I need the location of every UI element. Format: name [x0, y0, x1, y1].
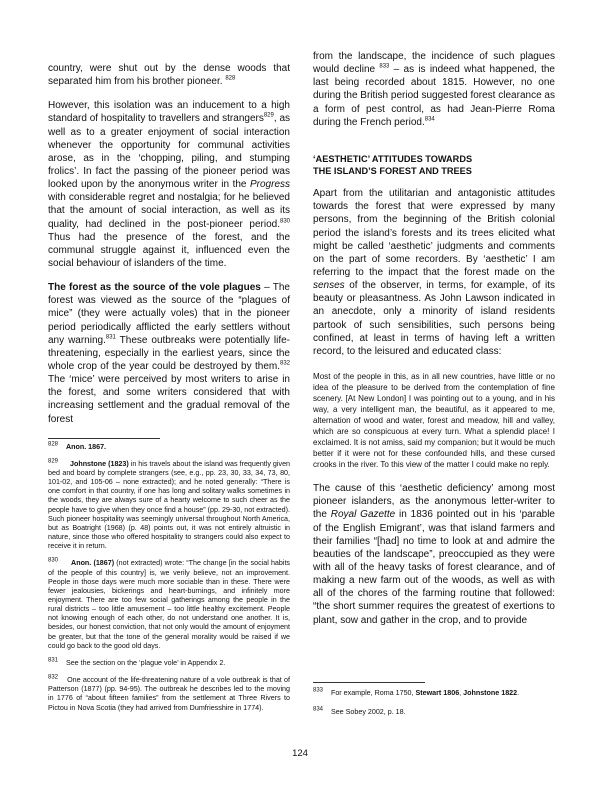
footnote-ref[interactable]: 829 — [263, 113, 274, 120]
footnote-833 — [313, 689, 555, 698]
footnote-ref[interactable]: 831 — [105, 334, 116, 341]
footnote-830 — [48, 559, 290, 651]
citation: Anon. (1867) — [71, 559, 115, 568]
right-footnotes — [313, 682, 555, 717]
footnote-number: 831 — [48, 657, 59, 664]
period: . — [517, 689, 520, 697]
footnote-text: See the section on the ‘plague vole’ in Appendix 2. — [65, 658, 226, 667]
footnote-text: Anon. 1867. — [65, 442, 107, 451]
footnote-ref[interactable]: 828 — [225, 75, 236, 82]
heading-line: ‘AESTHETIC’ ATTITUDES TOWARDS — [313, 153, 473, 164]
footnote-text: For example, Roma 1750, — [330, 689, 416, 697]
footnote-832 — [48, 676, 290, 713]
footnote-text: See Sobey 2002, p. 18. — [330, 708, 406, 717]
text: Thus had the presence of the forest, and the communal struggle against it, influenced even the social behaviour of islanders of the time. — [48, 231, 290, 269]
footnote-834 — [313, 708, 555, 717]
block-quote: Most of the people in this, as in all new countries, have little or no idea of the pleasure to be derived from the contemplation of fine scenery. [At New London] I was pointing out to a young, and in his way, a very intelligent man, the beautiful, as it appeared to me, alternation of wood and water, forest and meadow, hill and valley, which are so conspicuous at every turn. What a splendid place! I exclaimed. It is not amiss, said my companion; but it would be much better if it were not for these confounded hills, and these cursed crooks in the river. To this view of the matter I could make no reply. — [313, 371, 555, 470]
text: The cause of this ‘aesthetic deficiency’ among most pioneer islanders, as the anonymous letter-writer to the — [313, 483, 555, 521]
text: , as well as to a greater enjoyment of social interaction whenever the opportunity for communal activities arose, as in the ‘chopping, piling, and stumping frolics’. In fact the passing of the pioneer period was looked upon by the anonymous writer in the — [48, 113, 291, 191]
footnote-divider — [313, 682, 425, 683]
footnote-number: 832 — [48, 674, 59, 681]
paragraph — [313, 187, 555, 358]
footnote-number: 828 — [48, 441, 59, 448]
footnote-text: in his travels about the island was frequently given bed and board by complete strangers (see, e.g., pp. 23, 30, 33, 34, 73, 80, 101-02, and 105-06 – none extracted); and he noted generally: “There is one comfort in that country, if one has long and solitary walks sometimes in the woods, they are always sure of a hearty welcome to such cheer as the people have to give when they once find a house” (pp. 29-30, not extracted). Such pioneer hospitality was seemingly universal throughout North America, but as Boatright (1968) (p. 48) points out, it was not entirely altruistic in nature, since those who offered hospitality to strangers could also expect to receive it in return. — [48, 459, 291, 551]
footnote-829 — [48, 460, 290, 552]
footnote-ref[interactable]: 833 — [379, 63, 390, 70]
footnote-ref[interactable]: 832 — [279, 360, 290, 367]
italic-title: Progress — [249, 179, 290, 191]
footnote-text: One account of the life-threatening nature of a vole outbreak is that of Patterson (1877) (pp. 94-95). The outbreak he describes led to the moving in 1776 of “about fifteen families” from the settlement at Three Rivers to Pictou in Nova Scotia (they had arrived from Dumfriesshire in 1774). — [48, 676, 291, 712]
paragraph — [48, 99, 290, 270]
page-number: 124 — [292, 748, 308, 759]
separator: , — [459, 689, 464, 697]
italic-word: senses — [313, 280, 345, 292]
footnote-text: (not extracted) wrote: “The change [in the social habits of the people of this country] is, we verily believe, not an improvement. People in those days were much more sociable than in these. There were fewer jealousies, bickerings and heart-burnings, and infinitely more enjoyment. There are too few social gatherings among the people in the rural districts – too little amusement – too little healthy excitement. People not knowing enough of each other, do not understand one another. It is, besides, our honest conviction, that not only would the amount of enjoyment be greater, but that the tone of the general morality would be raised if we could go back to the good old days. — [48, 559, 291, 650]
footnote-number: 829 — [48, 458, 59, 465]
heading-line: THE ISLAND’S FOREST AND TREES — [313, 165, 472, 176]
footnote-divider — [48, 438, 160, 439]
section-run-in-heading: The forest as the source of the vole plagues — [48, 282, 261, 294]
section-heading — [313, 153, 555, 177]
italic-title: Royal Gazette — [330, 509, 396, 521]
footnote-828 — [48, 443, 290, 452]
footnote-number: 833 — [313, 687, 324, 694]
left-column — [48, 62, 290, 713]
paragraph — [313, 482, 555, 627]
footnote-831 — [48, 659, 290, 668]
paragraph — [48, 281, 290, 426]
citation: Johnstone (1823) — [70, 459, 129, 468]
text: These outbreaks were potentially life-threatening, especially in the earliest years, since the whole crop of the year could be destroyed by them. — [48, 334, 290, 372]
footnote-ref[interactable]: 830 — [279, 218, 290, 225]
text: of the observer, in terms, for example, of its beauty or pleasantness. As John Lawson indicated in an anecdote, only a minority of island residents partook of such sensibilities, such persons being confined, at least in terms of having left a written record, to the leisured and educated class: — [313, 280, 555, 357]
footnote-number: 830 — [48, 558, 59, 564]
citation: Stewart 1806 — [415, 689, 460, 697]
citation: Johnstone 1822 — [463, 689, 518, 697]
text: from the landscape, the incidence of such plagues would decline — [313, 51, 555, 76]
text: Apart from the utilitarian and antagonistic attitudes towards the forest that were expressed by many persons, from the beginning of the British colonial period the island’s forests and its trees elicited what might be called ‘aesthetic’ judgments and comments on the part of some recorders. By ‘aesthetic’ I am referring to the impact that the forest made on the — [313, 188, 555, 278]
footnote-ref[interactable]: 834 — [424, 116, 435, 123]
footnote-number: 834 — [313, 706, 324, 713]
paragraph — [48, 62, 290, 88]
right-column — [313, 50, 555, 627]
text: with considerable regret and nostalgia; for he believed that the amount of social interaction, as well as its quality, had declined in the post-pioneer period. — [48, 192, 290, 230]
paragraph — [313, 50, 555, 129]
text: – as is indeed what happened, the last being recorded about 1815. However, no one during the British period suggested forest clearance as a form of pest control, as had Jean-Pierre Roma during the French period. — [313, 64, 555, 128]
text: The ‘mice’ were perceived by most writers to arise in the forest, and some writers considered that with increasing settlement and the gradual removal of the forest — [48, 374, 290, 425]
text: in 1836 pointed out in his ‘parable of the English Emigrant’, was that island farmers and their families “[had] no time to look at and admire the beauties of the landscape”, preoccupied as they were with all of the heavy tasks of forest clearance, and of making a new farm out of the woods, as well as with all of the chores of the farming routine that followed: “the short summer requires the greatest of exertions to plant, sow and gather in the crop, and to provide — [313, 509, 555, 626]
text: country, were shut out by the dense woods that separated him from his brother pioneer. — [48, 63, 290, 88]
text: – The forest was viewed as the source of the “plagues of mice” (they were actually voles) that in the pioneer period periodically afflicted the early settlers without any warning. — [48, 282, 290, 346]
text: However, this isolation was an inducement to a high standard of hospitality to travellers and strangers — [48, 100, 290, 125]
